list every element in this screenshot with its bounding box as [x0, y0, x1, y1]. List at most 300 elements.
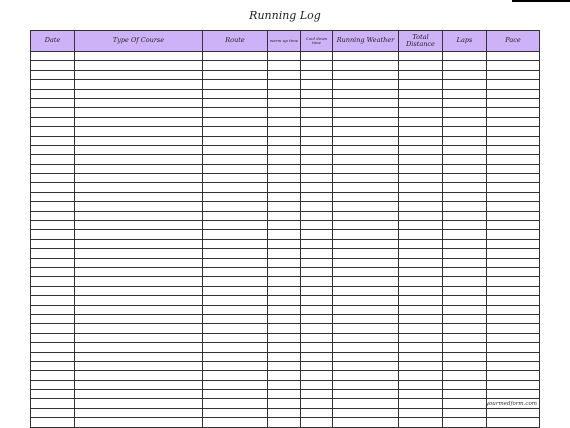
cell-warm-up-time: [268, 418, 301, 427]
cell-cool-down-time: [301, 70, 333, 79]
cell-warm-up-time: [268, 145, 301, 154]
cell-pace: [487, 145, 540, 154]
log-row: [31, 174, 540, 183]
log-row: [31, 108, 540, 117]
cell-running-weather: [333, 89, 399, 98]
cell-pace: [487, 52, 540, 61]
cell-route: [203, 183, 268, 192]
cell-type-of-course: [75, 408, 203, 417]
cell-type-of-course: [75, 333, 203, 342]
cell-pace: [487, 296, 540, 305]
cell-date: [31, 305, 75, 314]
cell-route: [203, 361, 268, 370]
cell-laps: [443, 117, 487, 126]
cell-total-distance: [399, 343, 443, 352]
cell-running-weather: [333, 192, 399, 201]
cell-type-of-course: [75, 314, 203, 323]
cell-laps: [443, 399, 487, 408]
cell-running-weather: [333, 418, 399, 427]
cell-cool-down-time: [301, 408, 333, 417]
cell-warm-up-time: [268, 192, 301, 201]
cell-type-of-course: [75, 98, 203, 107]
log-row: [31, 249, 540, 258]
cell-total-distance: [399, 127, 443, 136]
cell-total-distance: [399, 324, 443, 333]
cell-type-of-course: [75, 258, 203, 267]
cell-pace: [487, 108, 540, 117]
cell-total-distance: [399, 408, 443, 417]
cell-laps: [443, 305, 487, 314]
log-row: [31, 202, 540, 211]
cell-pace: [487, 183, 540, 192]
cell-cool-down-time: [301, 174, 333, 183]
log-row: [31, 408, 540, 417]
cell-laps: [443, 296, 487, 305]
cell-running-weather: [333, 61, 399, 70]
cell-cool-down-time: [301, 98, 333, 107]
cell-cool-down-time: [301, 258, 333, 267]
cell-date: [31, 155, 75, 164]
cell-type-of-course: [75, 61, 203, 70]
cell-running-weather: [333, 211, 399, 220]
cell-date: [31, 127, 75, 136]
cell-laps: [443, 89, 487, 98]
cell-running-weather: [333, 70, 399, 79]
cell-pace: [487, 98, 540, 107]
cell-total-distance: [399, 258, 443, 267]
cell-warm-up-time: [268, 267, 301, 276]
cell-route: [203, 230, 268, 239]
cell-pace: [487, 70, 540, 79]
cell-warm-up-time: [268, 333, 301, 342]
cell-route: [203, 277, 268, 286]
cell-laps: [443, 202, 487, 211]
cell-type-of-course: [75, 89, 203, 98]
cell-date: [31, 399, 75, 408]
cell-running-weather: [333, 352, 399, 361]
column-header-running-weather: Running Weather: [333, 31, 399, 52]
cell-date: [31, 108, 75, 117]
cell-warm-up-time: [268, 98, 301, 107]
cell-type-of-course: [75, 127, 203, 136]
cell-type-of-course: [75, 174, 203, 183]
log-row: [31, 361, 540, 370]
cell-laps: [443, 324, 487, 333]
cell-cool-down-time: [301, 399, 333, 408]
cell-warm-up-time: [268, 399, 301, 408]
cell-total-distance: [399, 399, 443, 408]
cell-route: [203, 296, 268, 305]
cell-running-weather: [333, 230, 399, 239]
cell-route: [203, 258, 268, 267]
log-row: [31, 192, 540, 201]
cell-cool-down-time: [301, 230, 333, 239]
cell-running-weather: [333, 267, 399, 276]
cell-total-distance: [399, 61, 443, 70]
cell-laps: [443, 277, 487, 286]
cell-laps: [443, 136, 487, 145]
cell-route: [203, 192, 268, 201]
cell-route: [203, 390, 268, 399]
log-row: [31, 221, 540, 230]
log-row: [31, 211, 540, 220]
cell-route: [203, 418, 268, 427]
log-row: [31, 155, 540, 164]
cell-route: [203, 52, 268, 61]
cell-total-distance: [399, 239, 443, 248]
cell-total-distance: [399, 390, 443, 399]
cell-warm-up-time: [268, 352, 301, 361]
cell-total-distance: [399, 380, 443, 389]
cell-running-weather: [333, 117, 399, 126]
log-row: [31, 117, 540, 126]
cell-date: [31, 361, 75, 370]
cell-pace: [487, 202, 540, 211]
cell-type-of-course: [75, 380, 203, 389]
cell-cool-down-time: [301, 305, 333, 314]
cell-type-of-course: [75, 164, 203, 173]
cell-type-of-course: [75, 277, 203, 286]
cell-total-distance: [399, 164, 443, 173]
cell-total-distance: [399, 108, 443, 117]
cell-type-of-course: [75, 70, 203, 79]
cell-type-of-course: [75, 267, 203, 276]
cell-type-of-course: [75, 230, 203, 239]
log-row: [31, 399, 540, 408]
cell-laps: [443, 98, 487, 107]
cell-date: [31, 371, 75, 380]
cell-type-of-course: [75, 418, 203, 427]
log-row: [31, 371, 540, 380]
column-header-route: Route: [203, 31, 268, 52]
cell-laps: [443, 211, 487, 220]
cell-date: [31, 80, 75, 89]
cell-cool-down-time: [301, 380, 333, 389]
cell-type-of-course: [75, 183, 203, 192]
cell-running-weather: [333, 408, 399, 417]
cell-cool-down-time: [301, 164, 333, 173]
log-row: [31, 305, 540, 314]
cell-laps: [443, 52, 487, 61]
log-row: [31, 286, 540, 295]
cell-type-of-course: [75, 239, 203, 248]
cell-running-weather: [333, 164, 399, 173]
cell-date: [31, 89, 75, 98]
cell-running-weather: [333, 305, 399, 314]
cell-total-distance: [399, 371, 443, 380]
cell-pace: [487, 343, 540, 352]
log-row: [31, 267, 540, 276]
cell-date: [31, 164, 75, 173]
cell-route: [203, 267, 268, 276]
cell-running-weather: [333, 390, 399, 399]
cell-type-of-course: [75, 343, 203, 352]
cell-date: [31, 239, 75, 248]
cell-pace: [487, 371, 540, 380]
cell-pace: [487, 333, 540, 342]
cell-pace: [487, 352, 540, 361]
log-row: [31, 418, 540, 427]
cell-warm-up-time: [268, 361, 301, 370]
log-row: [31, 52, 540, 61]
cell-total-distance: [399, 155, 443, 164]
cell-laps: [443, 192, 487, 201]
cell-warm-up-time: [268, 230, 301, 239]
log-row: [31, 314, 540, 323]
cell-pace: [487, 390, 540, 399]
cell-date: [31, 117, 75, 126]
cell-date: [31, 324, 75, 333]
cell-date: [31, 61, 75, 70]
cell-type-of-course: [75, 221, 203, 230]
cell-date: [31, 221, 75, 230]
cell-cool-down-time: [301, 155, 333, 164]
cell-running-weather: [333, 399, 399, 408]
cell-route: [203, 89, 268, 98]
cell-cool-down-time: [301, 145, 333, 154]
cell-date: [31, 408, 75, 417]
cell-type-of-course: [75, 399, 203, 408]
cell-route: [203, 136, 268, 145]
cell-route: [203, 117, 268, 126]
cell-pace: [487, 418, 540, 427]
cell-route: [203, 239, 268, 248]
cell-type-of-course: [75, 305, 203, 314]
log-row: [31, 70, 540, 79]
cell-running-weather: [333, 286, 399, 295]
cell-date: [31, 333, 75, 342]
cell-laps: [443, 343, 487, 352]
cell-running-weather: [333, 80, 399, 89]
cell-type-of-course: [75, 52, 203, 61]
cell-warm-up-time: [268, 211, 301, 220]
cell-pace: [487, 314, 540, 323]
cell-warm-up-time: [268, 61, 301, 70]
cell-running-weather: [333, 145, 399, 154]
cell-running-weather: [333, 324, 399, 333]
cell-cool-down-time: [301, 361, 333, 370]
cell-total-distance: [399, 117, 443, 126]
cell-laps: [443, 174, 487, 183]
cell-date: [31, 70, 75, 79]
cell-cool-down-time: [301, 239, 333, 248]
cell-cool-down-time: [301, 333, 333, 342]
cell-pace: [487, 155, 540, 164]
cell-date: [31, 286, 75, 295]
cell-pace: [487, 267, 540, 276]
cell-warm-up-time: [268, 127, 301, 136]
cell-warm-up-time: [268, 117, 301, 126]
cell-laps: [443, 390, 487, 399]
cell-route: [203, 249, 268, 258]
cell-warm-up-time: [268, 239, 301, 248]
cell-pace: [487, 305, 540, 314]
cell-pace: [487, 286, 540, 295]
cell-warm-up-time: [268, 277, 301, 286]
cell-running-weather: [333, 296, 399, 305]
cell-running-weather: [333, 258, 399, 267]
cell-route: [203, 371, 268, 380]
cell-running-weather: [333, 136, 399, 145]
cell-route: [203, 221, 268, 230]
cell-running-weather: [333, 221, 399, 230]
cell-pace: [487, 174, 540, 183]
cell-route: [203, 70, 268, 79]
cell-date: [31, 174, 75, 183]
cell-laps: [443, 70, 487, 79]
cell-date: [31, 98, 75, 107]
cell-route: [203, 399, 268, 408]
log-row: [31, 333, 540, 342]
cell-total-distance: [399, 361, 443, 370]
log-row: [31, 230, 540, 239]
cell-route: [203, 333, 268, 342]
cell-pace: [487, 277, 540, 286]
cell-type-of-course: [75, 108, 203, 117]
column-header-cool-down-time: Cool down time: [301, 31, 333, 52]
cell-date: [31, 418, 75, 427]
page-title: Running Log: [249, 9, 321, 22]
cell-warm-up-time: [268, 108, 301, 117]
cell-pace: [487, 61, 540, 70]
cell-laps: [443, 61, 487, 70]
cell-cool-down-time: [301, 192, 333, 201]
cell-date: [31, 183, 75, 192]
column-header-warm-up-time: warm up time: [268, 31, 301, 52]
cell-pace: [487, 80, 540, 89]
cell-type-of-course: [75, 361, 203, 370]
column-header-date: Date: [31, 31, 75, 52]
cell-laps: [443, 183, 487, 192]
cell-cool-down-time: [301, 61, 333, 70]
cell-pace: [487, 127, 540, 136]
cell-laps: [443, 230, 487, 239]
cell-type-of-course: [75, 211, 203, 220]
cell-total-distance: [399, 305, 443, 314]
log-row: [31, 324, 540, 333]
cell-warm-up-time: [268, 371, 301, 380]
cell-type-of-course: [75, 117, 203, 126]
cell-date: [31, 136, 75, 145]
cell-laps: [443, 258, 487, 267]
cell-warm-up-time: [268, 89, 301, 98]
cell-date: [31, 192, 75, 201]
cell-route: [203, 202, 268, 211]
cell-route: [203, 61, 268, 70]
cell-type-of-course: [75, 390, 203, 399]
footer-website: yourmedform.com: [485, 401, 537, 407]
cell-warm-up-time: [268, 164, 301, 173]
cell-laps: [443, 380, 487, 389]
column-header-type-of-course: Type Of Course: [75, 31, 203, 52]
cell-route: [203, 305, 268, 314]
cell-type-of-course: [75, 371, 203, 380]
cell-route: [203, 155, 268, 164]
cell-laps: [443, 371, 487, 380]
cell-route: [203, 286, 268, 295]
cell-route: [203, 127, 268, 136]
cell-cool-down-time: [301, 249, 333, 258]
cell-pace: [487, 239, 540, 248]
cell-total-distance: [399, 136, 443, 145]
cell-type-of-course: [75, 202, 203, 211]
cell-route: [203, 314, 268, 323]
cell-pace: [487, 164, 540, 173]
cell-running-weather: [333, 108, 399, 117]
cell-total-distance: [399, 333, 443, 342]
cell-warm-up-time: [268, 258, 301, 267]
cell-running-weather: [333, 380, 399, 389]
cell-route: [203, 380, 268, 389]
cell-running-weather: [333, 361, 399, 370]
top-edge-bar: [512, 0, 570, 2]
log-row: [31, 127, 540, 136]
cell-warm-up-time: [268, 343, 301, 352]
log-row: [31, 343, 540, 352]
cell-route: [203, 145, 268, 154]
cell-running-weather: [333, 52, 399, 61]
cell-warm-up-time: [268, 174, 301, 183]
cell-running-weather: [333, 343, 399, 352]
cell-type-of-course: [75, 192, 203, 201]
cell-warm-up-time: [268, 408, 301, 417]
cell-total-distance: [399, 267, 443, 276]
cell-date: [31, 352, 75, 361]
cell-pace: [487, 324, 540, 333]
cell-warm-up-time: [268, 314, 301, 323]
cell-date: [31, 202, 75, 211]
cell-type-of-course: [75, 249, 203, 258]
cell-type-of-course: [75, 286, 203, 295]
cell-total-distance: [399, 286, 443, 295]
cell-route: [203, 211, 268, 220]
cell-warm-up-time: [268, 80, 301, 89]
cell-warm-up-time: [268, 286, 301, 295]
cell-running-weather: [333, 249, 399, 258]
cell-date: [31, 267, 75, 276]
cell-laps: [443, 108, 487, 117]
cell-total-distance: [399, 418, 443, 427]
cell-type-of-course: [75, 80, 203, 89]
cell-laps: [443, 239, 487, 248]
cell-running-weather: [333, 98, 399, 107]
cell-cool-down-time: [301, 314, 333, 323]
cell-total-distance: [399, 202, 443, 211]
cell-total-distance: [399, 314, 443, 323]
cell-pace: [487, 230, 540, 239]
cell-pace: [487, 89, 540, 98]
cell-date: [31, 277, 75, 286]
cell-running-weather: [333, 333, 399, 342]
cell-warm-up-time: [268, 155, 301, 164]
cell-total-distance: [399, 174, 443, 183]
cell-warm-up-time: [268, 305, 301, 314]
cell-laps: [443, 221, 487, 230]
cell-laps: [443, 286, 487, 295]
column-header-total-distance: Total Distance: [399, 31, 443, 52]
cell-warm-up-time: [268, 202, 301, 211]
header-row: [31, 31, 540, 52]
cell-total-distance: [399, 352, 443, 361]
cell-cool-down-time: [301, 211, 333, 220]
log-row: [31, 239, 540, 248]
log-row: [31, 258, 540, 267]
cell-total-distance: [399, 249, 443, 258]
cell-laps: [443, 408, 487, 417]
cell-type-of-course: [75, 155, 203, 164]
cell-date: [31, 343, 75, 352]
cell-pace: [487, 361, 540, 370]
